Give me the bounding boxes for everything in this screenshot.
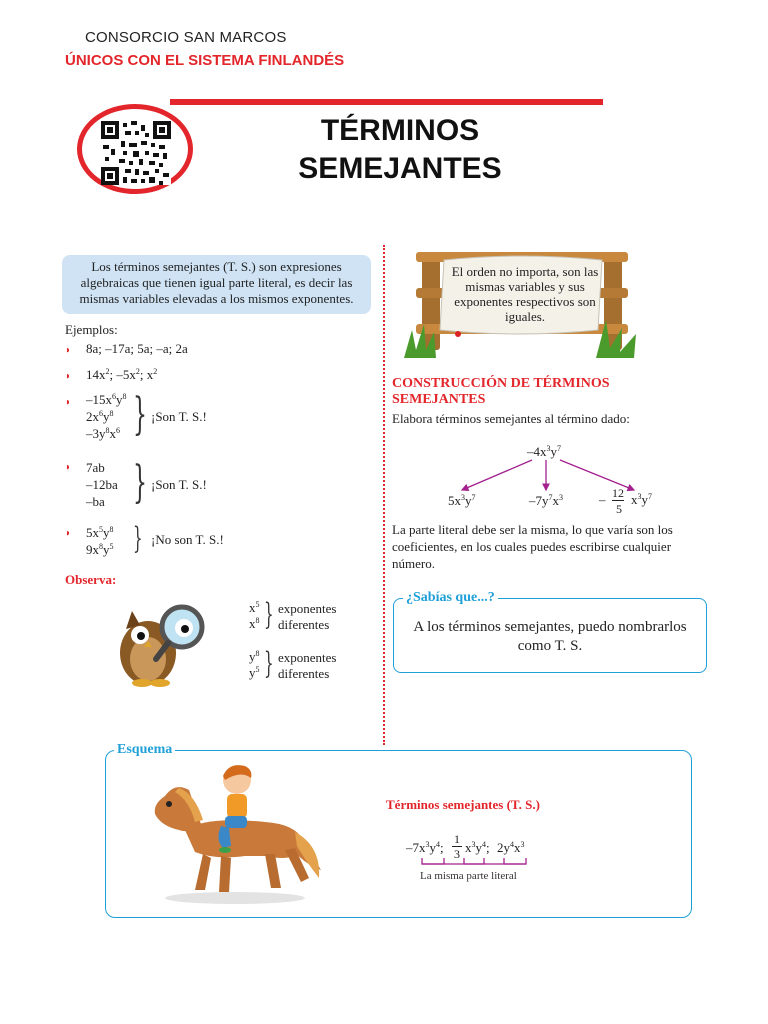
example-2: $14x^2$; $-5x^2$; $x^2$: [86, 367, 158, 382]
example-4-term-1: 7ab: [86, 460, 105, 475]
qr-code-icon[interactable]: [101, 121, 171, 185]
title-line-2: SEMEJANTES: [298, 152, 502, 185]
construccion-title: CONSTRUCCIÓN DE TÉRMINOS SEMEJANTES: [392, 376, 610, 407]
son-ts-note-2: ¡Son T. S.!: [151, 477, 207, 492]
bullet-icon: ◗: [65, 345, 72, 356]
org-tagline: ÚNICOS CON EL SISTEMA FINLANDÉS: [65, 52, 345, 69]
examples-label: Ejemplos:: [65, 322, 118, 337]
bullet-icon: ◗: [65, 462, 72, 473]
sabias-text: A los términos semejantes, puedo nombrarlos como T. S.: [413, 619, 687, 654]
derived-term-2: $-7y^7x^3$: [529, 493, 563, 508]
exponentes-text: exponentes: [278, 601, 337, 616]
bullet-icon: ◗: [65, 528, 72, 539]
brace-icon: }: [133, 457, 147, 508]
owl-magnifier-illustration: [112, 593, 212, 689]
example-4-term-2: –12ba: [86, 477, 118, 492]
brace-icon: }: [264, 597, 274, 632]
brace-icon: }: [264, 646, 274, 681]
no-son-ts-note: ¡No son T. S.!: [151, 532, 224, 547]
esquema-heading: Términos semejantes (T. S.): [386, 797, 540, 812]
construccion-paragraph: La parte literal debe ser la misma, lo que varía son los coeficientes, en los cuales puedes escribirse cualquier número.: [392, 522, 673, 571]
arrows-diagram: [440, 456, 660, 496]
diferentes-text: diferentes: [278, 617, 330, 632]
header-rule: [170, 99, 603, 105]
example-1: 8a; –17a; 5a; –a; 2a: [86, 341, 188, 356]
underline-brackets: [420, 856, 540, 870]
derived-term-1: $5x^3y^7$: [448, 493, 476, 508]
bullet-icon: ◗: [65, 371, 72, 382]
brace-icon: }: [133, 389, 147, 440]
observa-y-note: [278, 650, 336, 682]
brace-icon: }: [133, 521, 143, 556]
esquema-term-2-fraction: 1 3: [454, 832, 460, 861]
column-divider: [383, 245, 385, 745]
example-3: $-15x^6y^8$ $2x^6y^8$ $-3y^8x^6$: [86, 392, 127, 441]
page-title: [230, 112, 570, 188]
esquema-caption: La misma parte literal: [420, 870, 517, 882]
example-5: $5x^5y^8$ $9x^8y^5$: [86, 525, 114, 557]
definition-box: Los términos semejantes (T. S.) son expresiones algebraicas que tienen igual parte literal, es decir las mismas variables elevadas a los mismos exponentes.: [62, 255, 371, 314]
example-4: [86, 459, 118, 510]
given-term: $-4x^3y^7$: [527, 444, 561, 459]
esquema-term-2: $x^3y^4$;: [465, 840, 490, 855]
sign-text: El orden no importa, son las mismas variables y sus exponentes respectivos son iguales.: [451, 264, 599, 324]
observa-x-exponents: $x^5$ $x^8$: [249, 600, 260, 631]
construccion-instruction: Elabora términos semejantes al término dado:: [392, 411, 630, 426]
observa-y-exponents: $y^8$ $y^5$: [249, 649, 260, 680]
org-name: CONSORCIO SAN MARCOS: [85, 29, 287, 46]
observa-label: Observa:: [65, 572, 117, 587]
title-line-1: TÉRMINOS: [320, 114, 480, 147]
esquema-term-1: $-7x^3y^4$;: [406, 840, 444, 855]
son-ts-note: ¡Son T. S.!: [151, 409, 207, 424]
diferentes-text: diferentes: [278, 666, 330, 681]
esquema-title: Esquema: [114, 742, 175, 758]
boy-on-horse-illustration: [145, 760, 325, 910]
observa-x-note: [278, 601, 336, 633]
sabias-title: ¿Sabías que...?: [403, 590, 498, 606]
esquema-term-3: $2y^4x^3$: [497, 840, 525, 855]
example-4-term-3: –ba: [86, 494, 105, 509]
bullet-icon: ◗: [65, 397, 72, 408]
exponentes-text: exponentes: [278, 650, 337, 665]
